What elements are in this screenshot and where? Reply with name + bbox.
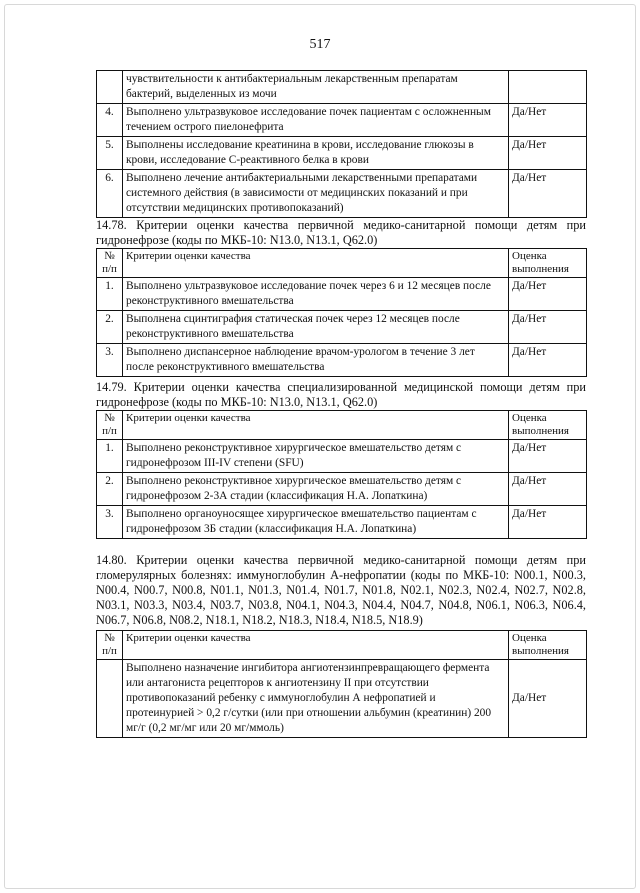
row-number: 3.	[97, 344, 123, 377]
row-number: 2.	[97, 473, 123, 506]
section-heading-14-78: 14.78. Критерии оценки качества первичной медико-санитарной помощи детям при гидронефрозе (коды по МКБ-10: N13.0, N13.1, Q62.0)	[96, 218, 586, 247]
criteria-table-continued	[96, 70, 587, 218]
table-header-row	[97, 631, 587, 660]
page-number: 517	[309, 37, 331, 52]
table-header-row	[97, 249, 587, 278]
criteria-table-14-79	[96, 410, 587, 539]
criteria-table-14-80	[96, 630, 587, 738]
table-row	[97, 311, 587, 344]
column-header-evaluation: Оценка выполнения	[509, 631, 587, 660]
row-number: 4.	[97, 104, 123, 137]
evaluation-value: Да/Нет	[509, 344, 587, 377]
criterion-text: Выполнено органоуносящее хирургическое вмешательство пациентам с гидронефрозом 3Б стадии (классификация Н.А. Лопаткина)	[123, 506, 509, 539]
column-header-evaluation: Оценка выполнения	[509, 411, 587, 440]
section-heading-14-80: 14.80. Критерии оценки качества первичной медико-санитарной помощи детям при гломерулярных болезнях: иммуноглобулин А-нефропатии (коды по МКБ-10: N00.1, N00.3, N00.4, N00.7, N00.8, N01.1, N01.3, N01.4, N01.7, N01.8, N02.1, N02.3, N02.4, N02.7, N02.8, N03.1, N03.3, N03.4, N03.7, N03.8, N04.1, N04.3, N04.4, N04.7, N04.8, N06.1, N06.3, N06.4, N06.7, N06.8, N08.2, N18.1, N18.2, N18.3, N18.4, N18.5, N18.9)	[96, 553, 586, 627]
table-row	[97, 170, 587, 218]
table-header-row	[97, 411, 587, 440]
table-row	[97, 344, 587, 377]
table-row	[97, 473, 587, 506]
column-header-number: № п/п	[97, 249, 123, 278]
evaluation-value: Да/Нет	[509, 278, 587, 311]
criterion-text: Выполнено реконструктивное хирургическое вмешательство детям с гидронефрозом 2-3А стадии (классификация Н.А. Лопаткина)	[123, 473, 509, 506]
row-number: 3.	[97, 506, 123, 539]
criterion-text: Выполнено ультразвуковое исследование почек через 6 и 12 месяцев после реконструктивного вмешательства	[123, 278, 509, 311]
evaluation-value: Да/Нет	[509, 104, 587, 137]
column-header-number: № п/п	[97, 631, 123, 660]
section-heading-14-79: 14.79. Критерии оценки качества специализированной медицинской помощи детям при гидронефрозе (коды по МКБ-10: N13.0, N13.1, Q62.0)	[96, 380, 586, 409]
criterion-text: Выполнено назначение ингибитора ангиотензинпревращающего фермента или антагониста рецепторов к ангиотензину II при отсутствии противопоказаний ребенку с иммуноглобулин А нефропатией и протеинурией > 0,2 г/сутки (или при отношении альбумин (креатинин) 200 мг/г (0,2 мг/мг или 20 мг/ммоль)	[123, 660, 509, 738]
table-row	[97, 71, 587, 104]
row-number: 2.	[97, 311, 123, 344]
table-row	[97, 104, 587, 137]
table-row	[97, 137, 587, 170]
evaluation-value: Да/Нет	[509, 440, 587, 473]
column-header-criteria: Критерии оценки качества	[123, 411, 509, 440]
column-header-criteria: Критерии оценки качества	[123, 249, 509, 278]
criterion-text: Выполнены исследование креатинина в крови, исследование глюкозы в крови, исследование С-реактивного белка в крови	[123, 137, 509, 170]
column-header-number: № п/п	[97, 411, 123, 440]
criterion-text: Выполнено ультразвуковое исследование почек пациентам с осложненным течением острого пиелонефрита	[123, 104, 509, 137]
table-row	[97, 660, 587, 738]
criteria-table-14-78	[96, 248, 587, 377]
evaluation-value: Да/Нет	[509, 170, 587, 218]
column-header-evaluation: Оценка выполнения	[509, 249, 587, 278]
criterion-text: Выполнена сцинтиграфия статическая почек через 12 месяцев после реконструктивного вмешательства	[123, 311, 509, 344]
evaluation-value: Да/Нет	[509, 473, 587, 506]
row-number	[97, 71, 123, 104]
table-row	[97, 506, 587, 539]
criterion-text: Выполнено реконструктивное хирургическое вмешательство детям с гидронефрозом III-IV степени (SFU)	[123, 440, 509, 473]
row-number: 6.	[97, 170, 123, 218]
column-header-criteria: Критерии оценки качества	[123, 631, 509, 660]
criterion-text: Выполнено лечение антибактериальными лекарственными препаратами системного действия (в зависимости от медицинских показаний и при отсутствии медицинских противопоказаний)	[123, 170, 509, 218]
criterion-text: Выполнено диспансерное наблюдение врачом-урологом в течение 3 лет после реконструктивного вмешательства	[123, 344, 509, 377]
row-number	[97, 660, 123, 738]
table-row	[97, 278, 587, 311]
criterion-text: чувствительности к антибактериальным лекарственным препаратам бактерий, выделенных из мочи	[123, 71, 509, 104]
evaluation-value	[509, 71, 587, 104]
row-number: 1.	[97, 278, 123, 311]
row-number: 1.	[97, 440, 123, 473]
evaluation-value: Да/Нет	[509, 137, 587, 170]
row-number: 5.	[97, 137, 123, 170]
table-row	[97, 440, 587, 473]
evaluation-value: Да/Нет	[509, 660, 587, 738]
evaluation-value: Да/Нет	[509, 506, 587, 539]
evaluation-value: Да/Нет	[509, 311, 587, 344]
